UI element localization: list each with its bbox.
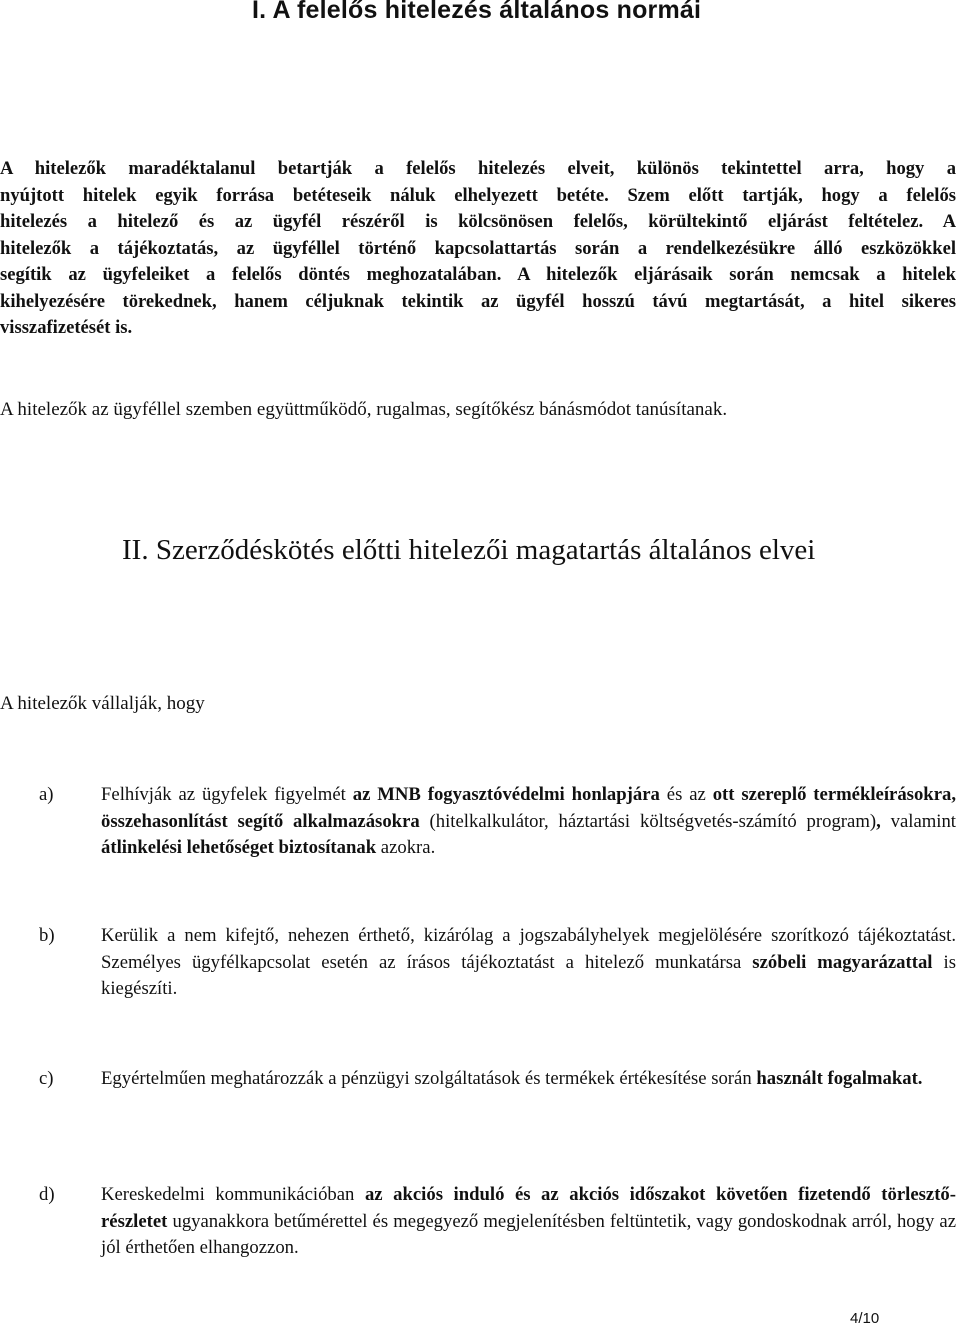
list-item-label: a) (39, 784, 54, 805)
intro-line: nyújtott hitelek egyik forrása betéteseik náluk elhelyezett betéte. Szem előtt tartják, hogy a felelős (0, 184, 956, 206)
cooperation-paragraph: A hitelezők az ügyféllel szemben együttműködő, rugalmas, segítőkész bánásmódot tanúsítanak. (0, 399, 728, 420)
intro-line: visszafizetését is. (0, 317, 133, 338)
intro-paragraph (0, 156, 956, 342)
intro-line: A hitelezők maradéktalanul betartják a felelős hitelezés elveit, különös tekintettel arra, hogy a (0, 158, 956, 179)
intro-line: hitelezés a hitelező és az ügyfél részéről is kölcsönösen felelős, körültekintő eljárást feltételez. A (0, 211, 956, 232)
list-item-label: c) (39, 1068, 54, 1089)
list-item-b: b) Kerülik a nem kifejtő, nehezen érthető, kizárólag a jogszabályhelyek megjelölésére szorítkozó tájékoztatást. Személyes ügyfélkapcsolat esetén az írásos tájékoztatást a hitelező munkatársa szóbeli magyarázattal is kiegészíti. (39, 925, 957, 999)
commitment-intro: A hitelezők vállalják, hogy (0, 693, 205, 714)
intro-line: segítik az ügyfeleiket a felelős döntés meghozatalában. A hitelezők eljárásaik során nemcsak a hitelek (0, 264, 956, 285)
list-item-label: b) (39, 925, 55, 946)
intro-line: hitelezők a tájékoztatás, az ügyféllel történő kapcsolattartás során a rendelkezésükre álló eszközökkel (0, 237, 956, 259)
section-heading-2: II. Szerződéskötés előtti hitelezői magatartás általános elvei (122, 534, 816, 566)
list-item-label: d) (39, 1184, 55, 1205)
list-item-a: a) Felhívják az ügyfelek figyelmét az MNB fogyasztóvédelmi honlapjára és az ott szereplő termékleírásokra, összehasonlítást segítő alkalmazásokra (hitelkalkulátor, háztartási költségvetés-számító program), valamint átlinkelési lehetőséget biztosítanak azokra. (39, 784, 957, 858)
section-heading-1: I. A felelős hitelezés általános normái (252, 0, 702, 24)
page-number: 4/10 (850, 1310, 880, 1327)
list-item-c: c) Egyértelműen meghatározzák a pénzügyi szolgáltatások és termékek értékesítése során használt fogalmakat. (70, 1066, 956, 1093)
list-item-d: d) Kereskedelmi kommunikációban az akciós induló és az akciós időszakot követően fizetendő törlesztő-részletet ugyanakkora betűmérettel és megegyező megjelenítésben feltüntetik, vagy gondoskodnak arról, hogy az jól érthetően elhangozzon. (39, 1184, 956, 1258)
intro-line: kihelyezésére törekednek, hanem céljuknak tekintik az ügyfél hosszú távú megtartását, a hitel sikeres (0, 290, 956, 312)
